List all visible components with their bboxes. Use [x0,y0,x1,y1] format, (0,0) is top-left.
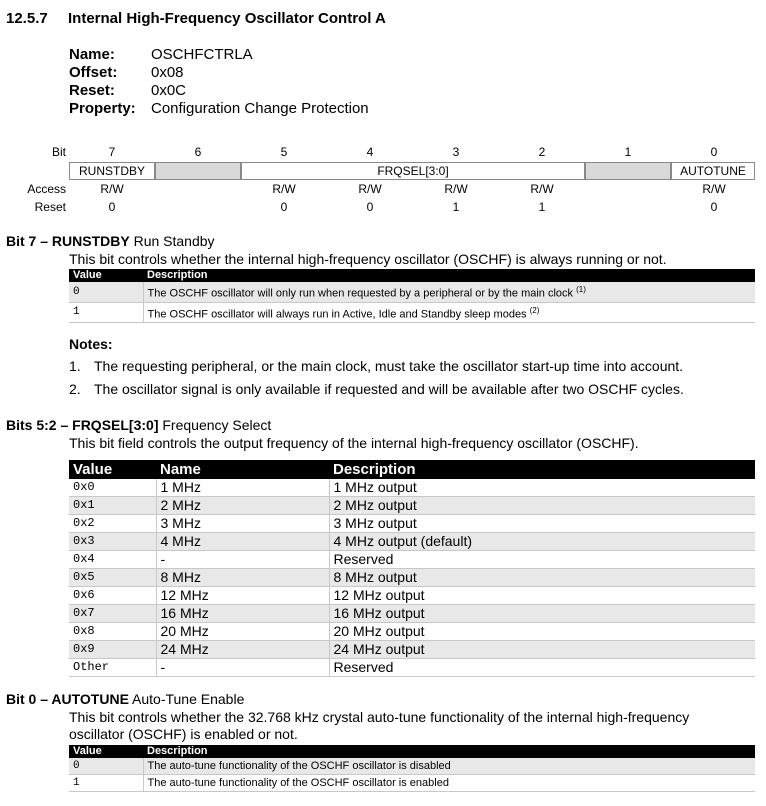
row-value: 0x4 [69,551,156,569]
row-value: 0x2 [69,515,156,533]
row-description: The auto-tune functionality of the OSCHF oscillator is disabled [143,758,755,775]
col-header-value: Value [69,460,156,479]
frqsel-description: This bit field controls the output frequency of the internal high-frequency oscillator (OSCHF). [69,435,639,451]
access-cell: R/W [272,182,296,196]
table-row [69,641,755,659]
row-description: 24 MHz output [329,641,755,659]
field-reserved [155,162,241,180]
row-description: 12 MHz output [329,587,755,605]
register-bit-label: Bit [51,145,66,159]
row-value: 1 [69,302,143,323]
row-description: Reserved [329,551,755,569]
note-item [69,358,683,374]
row-value: 0 [69,758,143,775]
meta-key: Reset: [69,82,115,99]
footnote-ref: (2) [529,305,540,315]
reset-cell: 0 [366,200,374,214]
table-row [69,758,755,775]
row-description-text: The OSCHF oscillator will always run in Active, Idle and Standby sleep modes [147,308,527,321]
table-row [69,587,755,605]
register-access-label: Access [27,182,66,196]
reset-cell: 0 [280,200,288,214]
bit-number: 4 [366,145,374,159]
notes-title: Notes: [69,336,113,352]
access-cell: R/W [702,182,726,196]
row-description: 2 MHz output [329,497,755,515]
col-header-description: Description [143,269,755,282]
meta-value: Configuration Change Protection [151,100,369,117]
row-value: 0x9 [69,641,156,659]
row-value: 0x5 [69,569,156,587]
row-value: 0 [69,282,143,302]
meta-key: Name: [69,46,115,63]
row-value: 0x0 [69,479,156,497]
frqsel-table [69,460,755,677]
field-runstdby: RUNSTDBY [69,162,155,180]
row-name: 1 MHz [156,479,329,497]
meta-key: Property: [69,100,136,117]
section-title-text: Internal High-Frequency Oscillator Control A [68,10,386,27]
section-title [6,10,386,27]
bit-number: 5 [280,145,288,159]
bit-number: 7 [108,145,116,159]
bit-number: 1 [624,145,632,159]
col-header-description: Description [143,745,755,758]
runstdby-table [69,269,755,323]
autotune-table [69,745,755,792]
access-cell: R/W [358,182,382,196]
row-description-text: The OSCHF oscillator will only run when requested by a peripheral or by the main clock [147,287,574,300]
bit-number: 6 [194,145,202,159]
row-description: 20 MHz output [329,623,755,641]
table-row [69,479,755,497]
field-reserved [585,162,671,180]
table-row [69,775,755,792]
meta-property [69,100,369,117]
note-item [69,381,684,397]
meta-name [69,46,253,63]
runstdby-description: This bit controls whether the internal high-frequency oscillator (OSCHF) is always running or not. [69,251,667,267]
table-row [69,551,755,569]
row-name: 16 MHz [156,605,329,623]
meta-value: 0x0C [151,82,187,99]
row-description [143,302,755,323]
access-cell: R/W [100,182,124,196]
frqsel-heading-bold: Bits 5:2 – FRQSEL[3:0] [6,417,159,433]
runstdby-heading [6,233,215,249]
row-name: 2 MHz [156,497,329,515]
row-name: 12 MHz [156,587,329,605]
table-row [69,302,755,323]
table-row [69,533,755,551]
col-header-value: Value [69,745,143,758]
meta-value: 0x08 [151,64,184,81]
row-name: 4 MHz [156,533,329,551]
table-row [69,515,755,533]
row-description: Reserved [329,659,755,677]
row-name: 24 MHz [156,641,329,659]
row-description: 8 MHz output [329,569,755,587]
footnote-ref: (1) [576,285,586,294]
table-row [69,605,755,623]
note-number: 2. [69,381,81,397]
row-name: 8 MHz [156,569,329,587]
row-description [143,282,755,302]
table-row [69,623,755,641]
reset-cell: 0 [710,200,718,214]
autotune-heading-bold: Bit 0 – AUTOTUNE [6,691,129,707]
col-header-value: Value [69,269,143,282]
row-description: 4 MHz output (default) [329,533,755,551]
meta-offset [69,64,184,81]
bit-number: 3 [452,145,460,159]
bit-number: 2 [538,145,546,159]
row-name: - [156,659,329,677]
autotune-description: This bit controls whether the 32.768 kHz crystal auto-tune functionality of the internal high-frequency oscillator (OSCHF) is enabled or not. [69,709,690,742]
reset-cell: 1 [538,200,546,214]
frqsel-heading [6,417,271,433]
field-frqsel: FRQSEL[3:0] [241,162,585,180]
table-row [69,282,755,302]
row-description: 16 MHz output [329,605,755,623]
row-value: 1 [69,775,143,792]
row-value: 0x1 [69,497,156,515]
meta-reset [69,82,186,99]
reset-cell: 1 [452,200,460,214]
meta-value: OSCHFCTRLA [151,46,253,63]
note-text: The requesting peripheral, or the main clock, must take the oscillator start-up time into account. [94,358,684,374]
row-value: 0x3 [69,533,156,551]
row-name: 3 MHz [156,515,329,533]
access-cell: R/W [530,182,554,196]
table-row [69,497,755,515]
table-row [69,569,755,587]
register-reset-label: Reset [34,200,66,214]
row-value: 0x6 [69,587,156,605]
row-name: - [156,551,329,569]
note-text: The oscillator signal is only available if requested and will be available after two OSCHF cycles. [94,381,684,397]
col-header-name: Name [156,460,329,479]
table-row [69,659,755,677]
register-fields-row [69,162,755,180]
row-value: 0x8 [69,623,156,641]
section-number: 12.5.7 [6,10,48,27]
reset-cell: 0 [108,200,116,214]
autotune-heading-name: Auto-Tune Enable [132,691,245,707]
row-value: 0x7 [69,605,156,623]
runstdby-heading-bold: Bit 7 – RUNSTDBY [6,233,130,249]
row-value: Other [69,659,156,677]
field-autotune: AUTOTUNE [671,162,755,180]
autotune-heading [6,691,244,707]
note-number: 1. [69,358,81,374]
col-header-description: Description [329,460,755,479]
runstdby-heading-name: Run Standby [133,233,215,249]
meta-key: Offset: [69,64,118,81]
row-name: 20 MHz [156,623,329,641]
row-description: 1 MHz output [329,479,755,497]
frqsel-heading-name: Frequency Select [162,417,272,433]
bit-number: 0 [710,145,718,159]
row-description: The auto-tune functionality of the OSCHF oscillator is enabled [143,775,755,792]
access-cell: R/W [444,182,468,196]
row-description: 3 MHz output [329,515,755,533]
